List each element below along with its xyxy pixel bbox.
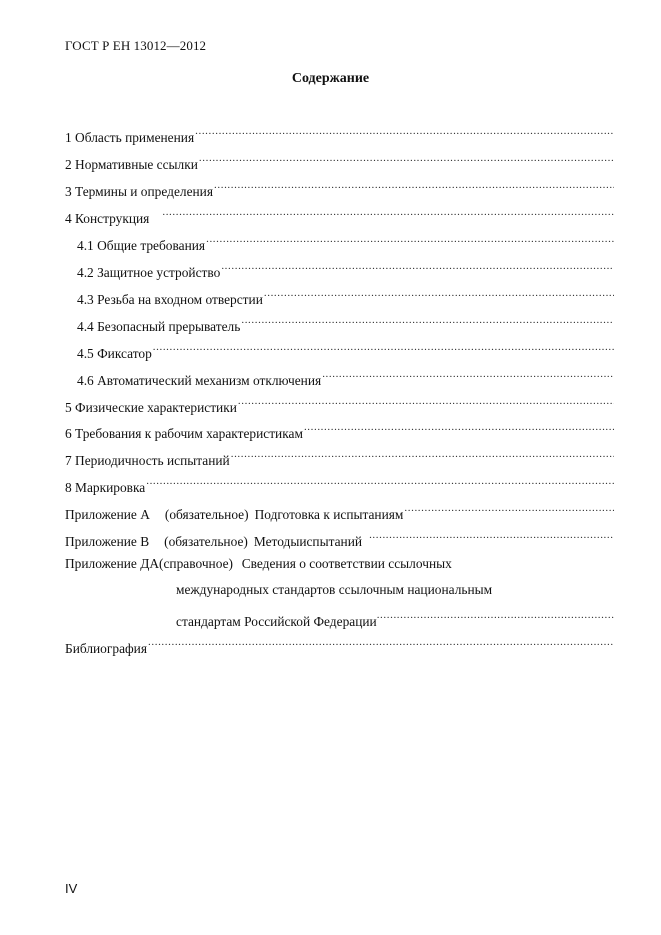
dot-leader [241, 313, 614, 331]
page-number: IV [65, 881, 78, 896]
appendix-name: Приложение ДА [65, 556, 160, 571]
toc-item-label: 4.6 Автоматический механизм отключения [77, 373, 322, 388]
toc-item[interactable] [65, 420, 614, 441]
dot-leader [369, 528, 614, 546]
toc-item-label: 3 Термины и определения [65, 184, 214, 199]
dot-leader [206, 232, 614, 250]
toc-appendix-a[interactable] [65, 501, 614, 522]
dot-leader [153, 340, 614, 358]
dot-leader [146, 474, 614, 492]
toc-item[interactable] [65, 474, 614, 495]
appendix-title-line3-row[interactable] [176, 608, 614, 629]
toc-item-label: 2 Нормативные ссылки [65, 157, 198, 172]
toc-item-label: 4.1 Общие требования [77, 238, 206, 253]
dot-leader [231, 447, 614, 465]
toc-item-label: 4.2 Защитное устройство [77, 265, 221, 280]
toc-item[interactable] [65, 151, 614, 172]
toc-item-label: 7 Периодичность испытаний [65, 453, 230, 468]
appendix-type: (справочное) [159, 556, 233, 571]
toc-item[interactable] [65, 178, 614, 199]
toc-item-label: 6 Требования к рабочим характеристикам [65, 426, 303, 441]
appendix-title: Методыиспытаний [253, 534, 363, 549]
toc-item-label: 4.4 Безопасный прерыватель [77, 319, 241, 334]
dot-leader [162, 205, 614, 223]
appendix-type: (обязательное) [164, 507, 249, 522]
dot-leader [221, 259, 614, 277]
toc-appendix-da[interactable] [65, 555, 452, 573]
toc-item-label: 4.3 Резьба на входном отверстии [77, 292, 263, 307]
toc-item[interactable] [77, 286, 614, 307]
dot-leader [322, 367, 614, 385]
toc-item[interactable] [77, 367, 614, 388]
dot-leader [377, 608, 614, 626]
dot-leader [304, 420, 614, 438]
dot-leader [238, 394, 614, 412]
toc-item[interactable] [65, 447, 614, 468]
toc-item-label: 5 Физические характеристики [65, 400, 237, 415]
appendix-title: Подготовка к испытаниям [254, 507, 404, 522]
appendix-title-line1: Сведения о соответствии ссылочных [241, 556, 452, 571]
dot-leader [199, 151, 614, 169]
dot-leader [264, 286, 614, 304]
appendix-title-line3: стандартам Российской Федерации [176, 614, 377, 629]
dot-leader [404, 501, 614, 519]
dot-leader [148, 635, 614, 653]
toc-item[interactable] [77, 259, 614, 280]
toc-item-label: 1 Область применения [65, 130, 195, 145]
toc-item-label: 8 Маркировка [65, 480, 146, 495]
toc-item-label: Библиография [65, 641, 148, 656]
toc-item[interactable] [65, 394, 614, 415]
toc-item-label: 4.5 Фиксатор [77, 346, 152, 361]
appendix-name: Приложение А [65, 507, 150, 522]
appendix-name: Приложение В [65, 534, 150, 549]
document-header: ГОСТ Р ЕН 13012—2012 [65, 38, 207, 53]
toc-item-label: 4 Конструкция [65, 211, 150, 226]
page-title: Содержание [291, 71, 370, 86]
toc-item[interactable] [65, 124, 614, 145]
toc-item[interactable] [65, 205, 614, 226]
toc-item[interactable] [77, 340, 614, 361]
dot-leader [195, 124, 614, 142]
dot-leader [214, 178, 614, 196]
toc-appendix-b[interactable] [65, 528, 614, 549]
toc-item[interactable] [77, 313, 614, 334]
appendix-title-line2: международных стандартов ссылочным национальным [176, 582, 493, 597]
appendix-type: (обязательное) [164, 534, 248, 549]
toc-bibliography[interactable] [65, 635, 614, 656]
toc-item[interactable] [77, 232, 614, 253]
